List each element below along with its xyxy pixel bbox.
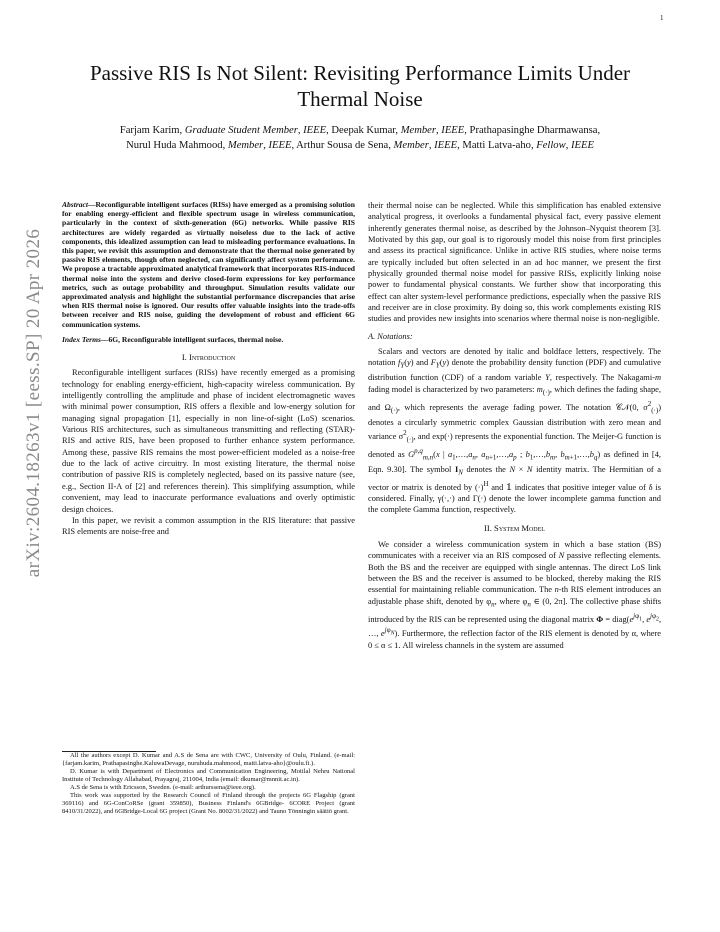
author-list: Farjam Karim, Graduate Student Member, IEEE, Deepak Kumar, Member, IEEE, Prathapasinghe Dharmawansa, Nurul Huda Mahmood, Member, IEEE, Arthur Sousa de Sena, Member, IEEE, Matti Latva-aho, Fellow, IEEE [119,125,601,151]
subsection-heading-notations: A. Notations: [368,331,413,341]
paper-title: Passive RIS Is Not Silent: Revisiting Performance Limits Under Thermal Noise [89,61,631,111]
abstract [62,200,355,329]
system-model-paragraph: We consider a wireless communication system in which a base station (BS) communicates with a receiver via an RIS composed of N passive reflecting elements. Both the BS and the receiver are equipped with single antennas. The direct LoS link between the BS and the receiver is assumed to be blocked, thereby making the RIS essential for maintaining reliable communication. The n-th RIS element introduces an adjustable phase shift, denoted by $\varphi_n$, where $\varphi_n$ ∈ (0, 2π]. The collective phase shifts introduced by the RIS can be represented using the diagonal matrix $\Phi = diag(e^{j\varphi_1}$, $e^{j\varphi_2}$, …, $e^{j\varphi_N}$). Furthermore, the reflection factor of the RIS element is denoted by α, where 0 ≤ α ≤ 1. All wireless channels in the system are assumed [368,539,662,651]
index-terms-text: —6G, Reconfigurable intelligent surfaces, thermal noise. [100,334,284,344]
intro-paragraph-1: Reconfigurable intelligent surfaces (RISs) have recently emerged as a promising technology for enabling energy-efficient, high-capacity wireless communication. By intelligently controlling the amplitude and phase of incident electromagnetic waves with minimal power consumption, RIS offers a flexible and low-energy solution for managing signal propagation [1], especially in non line-of-sight (LoS) scenarios. Various RIS architectures, such as simultaneous transmitting and reflecting (STAR)-RIS and active RIS, have been proposed to further enhance system performance. Among these, passive RIS remains the most power-efficient modeled as a noise-free due to the lack of active circuitry. In most existing literature, the thermal noise contribution of passive RIS is completely neglected, based on its passive nature (see, e.g., Section II-A of [2] and references therein). This simplifying assumption, while convenient, may lead to inaccurate performance evaluations and overly optimistic design choices. [62,368,355,514]
right-column [368,200,661,651]
section-heading-system-model: II. System Model [484,523,545,534]
intro-paragraph-2: In this paper, we revisit a common assumption in the RIS literature: that passive RIS elements are noise-free and [62,515,355,537]
right-paragraph-1: their thermal noise can be neglected. While this simplification has enabled extensive analytical progress, it overlooks a fundamental physical fact, every passive element inherently generates thermal noise, as described by the Johnson–Nyquist theorem [3]. Motivated by this gap, our goal is to rigorously model this noise from first principles and assess its practical significance. Unlike in active RIS studies, where noise terms are typically included but often selected in an ad hoc manner, we present the first physically grounded thermal noise model for passive RISs, explicitly linking noise power to fundamental physical constants. We further show that incorporating this effect can alter system-level performance predictions, especially when the passive RIS and receiver are in close proximity. By doing so, this work complements existing RIS studies and provides new insights into scenarios where thermal noise is non-negligible. [368,201,661,324]
abstract-lead: Abstract [62,200,88,209]
footnote-affiliation-oulu: All the authors except D. Kumar and A.S de Sena are with CWC, University of Oulu, Finland. (e-mail: {farjam.karim, Prathapasinghe.KaluwaDevage, nuruhuda.mahmood, matti.latva-aho}@oulu.fi.). [62,752,355,767]
arxiv-stamp-text: arXiv:2604.18263v1 [eess.SP] 20 Apr 2026 [23,228,45,577]
notations-paragraph: Scalars and vectors are denoted by italic and boldface letters, respectively. The notation $f_Y(y)$ and $F_Y(y)$ denote the probability density function (PDF) and cumulative distribution function (CDF) of a random variable Y, respectively. The Nakagami-m fading model is characterized by two parameters: $m_{(\cdot)}$, which defines the fading shape, and $\Omega_{(\cdot)}$, which represents the average fading power. The notation 𝒞𝒩(0, $\sigma^2_{(\cdot)}$) denotes a circularly symmetric complex Gaussian distribution with zero mean and variance $\sigma^2_{(\cdot)}$, and exp(·) represents the exponential function. The Meijer-G function is denoted as G$^{p,q}_{m,n}$(x | $a_1,\dots,a_n$, $a_{n+1},\dots,a_p$ ; $b_1,\dots,b_m$, $b_{m+1},\dots,b_q$) as defined in [4, Eqn. 9.30]. The symbol $I_N$ denotes the N × N identity matrix. The Hermitian of a vector or matrix is denoted by $(\cdot)^H$ and 𝟙 indicates that positive integer value of δ is considered. Finally, γ(·,·) and Γ(·) denote the lower incomplete gamma function and the complete Gamma function, respectively. [368,347,662,515]
left-column [62,200,355,538]
arxiv-stamp [19,150,49,655]
footnote-affiliation-ericsson: A.S de Sena is with Ericsson, Sweden. (e-mail: arthurssena@ieee.org). [70,784,256,791]
abstract-text: —Reconfigurable intelligent surfaces (RISs) have emerged as a promising solution for enabling energy-efficient and flexible spectrum usage in wireless communication, particularly in the context of sixth-generation (6G) networks. While passive RIS architectures are widely regarded as virtually noiseless due to the lack of active components, this idealized assumption can lead to misleading performance evaluations. In this paper, we revisit this assumption and demonstrate that the thermal noise generated by passive RIS elements, though often neglected, can significantly affect system performance. We propose a tractable approximated analytical framework that incorporates RIS-induced thermal noise into the system and derive closed-form expressions for key performance metrics, such as outage probability and throughput. Simulation results validate our approximated analysis and highlight the substantial performance discrepancies that arise when RIS thermal noise is ignored. Our results offer valuable insights into the trade-offs between receiver and RIS noise, guiding the development of robust and efficient 6G communication systems. [62,200,355,329]
footnote-funding: This work was supported by the Research Council of Finland through the projects 6G Flagship (grant 369116) and 6G-ConCoRSe (grant 359850), Business Finland's 6GBridge- 6CORE Project (grant 8410/31/2022), and 6GBridge-Local 6G project (Grant No. 8002/31/2022) and Tauno Tönningin säätiö grant. [62,792,355,815]
index-terms-lead: Index Terms [62,334,101,344]
page-number: 1 [660,14,664,22]
section-heading-introduction: I. Introduction [181,352,236,363]
index-terms [62,335,355,344]
footnotes [62,751,355,816]
footnote-affiliation-mnnit: D. Kumar is with Department of Electronics and Communication Engineering, Motilal Nehru National Institute of Technology Allahabad, Prayagraj, 211004, India (email: dkumar@mnnit.ac.in). [62,768,355,783]
